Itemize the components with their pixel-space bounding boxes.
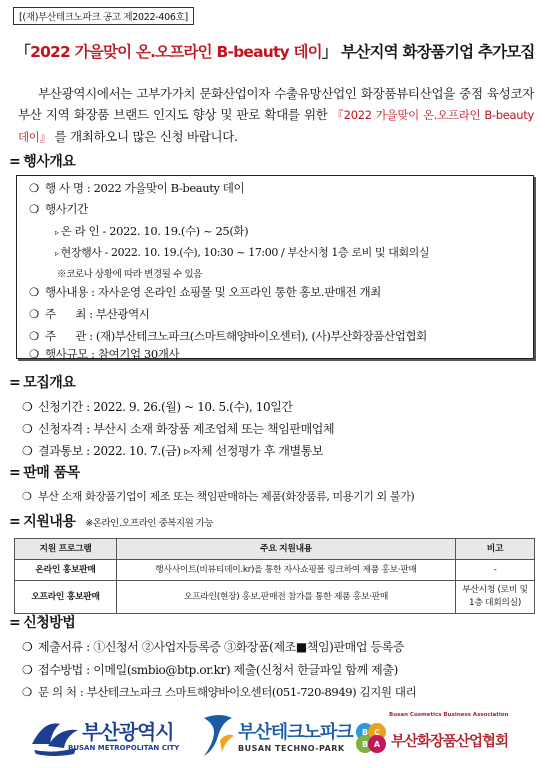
table-cell: 오프라인 홍보판매 xyxy=(15,581,117,614)
event-item-content: ❍ 행사내용 : 자사운영 온라인 쇼핑몰 및 오프라인 통한 홍보.판매전 개최 xyxy=(29,285,381,299)
table-header: 주요 지원내용 xyxy=(117,539,456,560)
lead-text-2: 를 개최하오니 많은 신청 바랍니다. xyxy=(50,129,238,144)
btp-emblem-icon xyxy=(200,712,236,758)
svg-text:B: B xyxy=(361,728,369,737)
event-item-online: ▹ 온 라 인 - 2022. 10. 19.(수) ~ 25(화) xyxy=(55,224,249,238)
footer-logos xyxy=(0,712,550,762)
section-heading-products: = 판매 품목 xyxy=(9,465,80,481)
page-title xyxy=(0,40,550,62)
svg-text:A: A xyxy=(373,740,381,749)
event-item-scale: ❍ 행사규모 : 참여기업 30개사 xyxy=(29,347,180,361)
lead-paragraph xyxy=(18,83,534,148)
event-item-organizer: ❍ 주 관 : (재)부산테크노파크(스마트해양바이오센터), (사)부산화장품산업협회 xyxy=(29,329,427,343)
bcba-logo xyxy=(355,712,545,760)
section-heading-apply: = 신청방법 xyxy=(9,615,76,631)
event-overview-box xyxy=(16,175,534,359)
apply-item-documents: ❍ 제출서류 : ①신청서 ②사업자등록증 ③화장품(제조■책임)판매업 등록증 xyxy=(22,640,405,654)
table-row xyxy=(15,560,535,581)
table-cell: 부산시청 (로비 및 1층 대회의실) xyxy=(456,581,535,614)
apply-item-contact: ❍ 문 의 처 : 부산테크노파크 스마트해양바이오센터(051-720-8949) 김지원 대리 xyxy=(22,685,417,699)
event-item-period: ❍ 행사기간 xyxy=(29,202,88,216)
recruit-item-period: ❍ 신청기간 : 2022. 9. 26.(월) ~ 10. 5.(수), 10일간 xyxy=(22,400,293,414)
svg-text:C: C xyxy=(374,728,380,737)
btp-logo-en: BUSAN TECHNO-PARK xyxy=(238,744,345,753)
recruit-item-eligibility: ❍ 신청자격 : 부산시 소재 화장품 제조업체 또는 책임판매업체 xyxy=(22,422,335,436)
table-cell: - xyxy=(456,560,535,581)
busan-city-logo-en: BUSAN METROPOLITAN CITY xyxy=(68,744,180,752)
lead-event-quote: 『2022 가을맞이 온.오프라인 B-beauty 데이』 xyxy=(18,108,534,144)
title-bracket-close: 」 xyxy=(321,43,337,61)
products-item: ❍ 부산 소재 화장품기업이 제조 또는 책임판매하는 제품(화장품류, 미용기기 외 불가) xyxy=(22,490,415,503)
title-event-name: 2022 가을맞이 온.오프라인 B-beauty 데이 xyxy=(30,43,322,61)
title-bracket-open: 「 xyxy=(15,43,31,61)
recruit-item-result: ❍ 결과통보 : 2022. 10. 7.(금) ▹자체 선정평가 후 개별통보 xyxy=(22,444,324,458)
table-header: 지원 프로그램 xyxy=(15,539,117,560)
support-program-table xyxy=(14,538,535,614)
table-cell: 행사사이트(비뷰티데이.kr)을 통한 자사쇼핑몰 링크하여 제품 홍보·판매 xyxy=(117,560,456,581)
busan-city-logo xyxy=(30,712,190,760)
event-item-covid-note: ※코로나 상황에 따라 변경될 수 있음 xyxy=(57,269,203,280)
lead-text-1: 부산광역시에서는 고부가가치 문화산업이자 수출유망산업인 화장품뷰티산업을 중점 육성코자 부산 지역 화장품 브랜드 인지도 향상 및 판로 확대를 위한 xyxy=(18,86,534,122)
title-rest: 부산지역 화장품기업 추가모집 xyxy=(336,43,535,61)
bcba-logo-en: Busan Cosmetics Business Association xyxy=(389,712,509,718)
table-header: 비고 xyxy=(456,539,535,560)
table-row xyxy=(15,581,535,614)
support-note: ※온라인.오프라인 중복지원 가능 xyxy=(85,518,214,529)
event-item-onsite: ▹ 현장행사 - 2022. 10. 19.(수), 10:30 ~ 17:00 / 부산시청 1층 로비 및 대회의실 xyxy=(55,246,430,259)
svg-text:B: B xyxy=(361,740,369,749)
table-cell: 온라인 홍보판매 xyxy=(15,560,117,581)
event-item-name: ❍ 행 사 명 : 2022 가을맞이 B-beauty 데이 xyxy=(29,181,245,195)
busan-city-logo-kr: 부산광역시 xyxy=(82,720,174,744)
bcba-badge-icon xyxy=(355,722,387,754)
section-heading-recruit: = 모집개요 xyxy=(9,375,76,391)
section-heading-support: = 지원내용 ※온라인.오프라인 중복지원 가능 xyxy=(9,514,214,530)
notice-number: [(재)부산테크노파크 공고 제2022-406호] xyxy=(13,7,194,25)
btp-logo xyxy=(200,712,353,760)
table-cell: 오프라인(현장) 홍보.판매전 참가를 통한 제품 홍보·판매 xyxy=(117,581,456,614)
section-heading-event: = 행사개요 xyxy=(9,154,76,170)
apply-item-submission: ❍ 접수방법 : 이메일(smbio@btp.or.kr) 제출(신청서 한글파일 함께 제출) xyxy=(22,663,398,677)
event-item-host: ❍ 주 최 : 부산광역시 xyxy=(29,307,150,321)
bcba-logo-kr: 부산화장품산업협회 xyxy=(391,734,509,750)
btp-logo-kr: 부산테크노파크 xyxy=(238,722,353,743)
